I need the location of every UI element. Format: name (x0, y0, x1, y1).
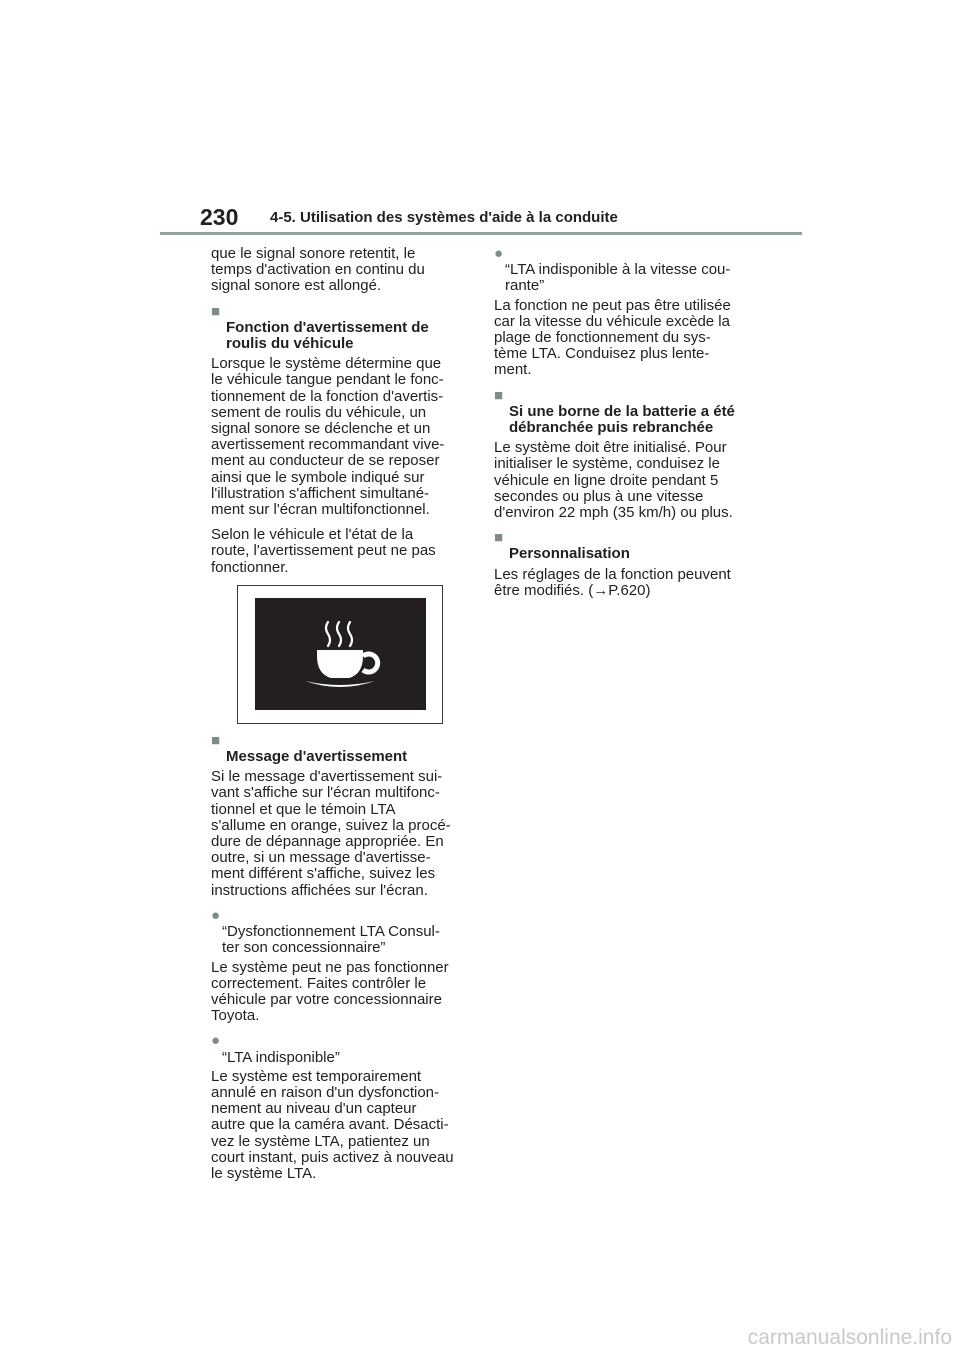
roll-warning-note: Selon le véhicule et l'état de la route, l'avertissement peut ne pas fonctionner. (211, 526, 436, 576)
dot-bullet-icon: ● (211, 906, 221, 924)
right-column (494, 246, 756, 608)
left-column (211, 246, 473, 1191)
message-malfunction (211, 908, 473, 957)
customization-heading (494, 530, 756, 562)
header-rule (160, 232, 802, 235)
message-speed-unavailable-paragraph: La fonction ne peut pas être utilisée car la vitesse du véhicule excède la plage de fonctionnement du sys- tème LTA. Conduisez plus lente- ment. (494, 296, 731, 379)
square-bullet-icon: ■ (211, 731, 221, 749)
section-title: 4-5. Utilisation des systèmes d'aide à la conduite (270, 209, 618, 226)
battery-heading (494, 388, 756, 437)
message-speed-unavailable-text: “LTA indisponible à la vitesse cou- rante” (505, 261, 731, 295)
intro-paragraph: que le signal sonore retentit, le temps d'activation en continu du signal sonore est allongé. (211, 245, 425, 295)
warning-message-heading-text: Message d'avertissement (226, 748, 408, 766)
dot-bullet-icon: ● (211, 1032, 221, 1050)
roll-warning-heading (211, 304, 473, 353)
warning-message-paragraph: Si le message d'avertissement sui- vant s'affiche sur l'écran multifonc- tionnel et que le témoin LTA s'allume en orange, suivez la procé- dure de dépannage appropriée. En outre, si un message d'avertisse- ment différent s'affiche, suivez les instructions affichées sur l'écran. (211, 768, 451, 899)
message-unavailable-text: “LTA indisponible” (222, 1048, 340, 1066)
message-unavailable-paragraph: Le système est temporairement annulé en raison d'un dysfonction- nement au niveau d'un capteur autre que la caméra avant. Désacti- vez le système LTA, patientez un court instant, puis activez à nouveau le système LTA. (211, 1067, 454, 1182)
dot-bullet-icon: ● (494, 245, 504, 262)
roll-warning-heading-text: Fonction d'avertissement de roulis du véhicule (226, 318, 429, 353)
message-unavailable (211, 1033, 473, 1065)
warning-message-heading (211, 733, 473, 765)
message-speed-unavailable (494, 246, 756, 295)
battery-heading-text: Si une borne de la batterie a été débranchée puis rebranchée (509, 402, 735, 437)
watermark: carmanualsonline.info (747, 1326, 952, 1349)
message-malfunction-text: “Dysfonctionnement LTA Consul- ter son concessionnaire” (222, 923, 440, 957)
battery-paragraph: Le système doit être initialisé. Pour initialiser le système, conduisez le véhicule en ligne droite pendant 5 secondes ou plus à une vitesse d'environ 22 mph (35 km/h) ou plus. (494, 439, 733, 522)
illustration-frame (237, 585, 443, 724)
square-bullet-icon: ■ (494, 386, 504, 404)
square-bullet-icon: ■ (494, 529, 504, 547)
page-number: 230 (200, 204, 239, 230)
message-malfunction-paragraph: Le système peut ne pas fonctionner correctement. Faites contrôler le véhicule par votre concessionnaire Toyota. (211, 958, 449, 1025)
square-bullet-icon: ■ (211, 302, 221, 320)
customization-paragraph: Les réglages de la fonction peuvent être modifiés. (→P.620) (494, 565, 731, 599)
multi-info-display (255, 598, 426, 710)
roll-warning-paragraph: Lorsque le système détermine que le véhicule tangue pendant le fonc- tionnement de la fonction d'avertis- sement de roulis du véhicule, un signal sonore se déclenche et un avertissement recommandant vive- ment au conducteur de se reposer ainsi que le symbole indiqué sur l'illustration s'affichent simultané- ment sur l'écran multifonctionnel. (211, 355, 445, 519)
coffee-cup-icon (255, 598, 426, 710)
customization-heading-text: Personnalisation (509, 545, 630, 563)
